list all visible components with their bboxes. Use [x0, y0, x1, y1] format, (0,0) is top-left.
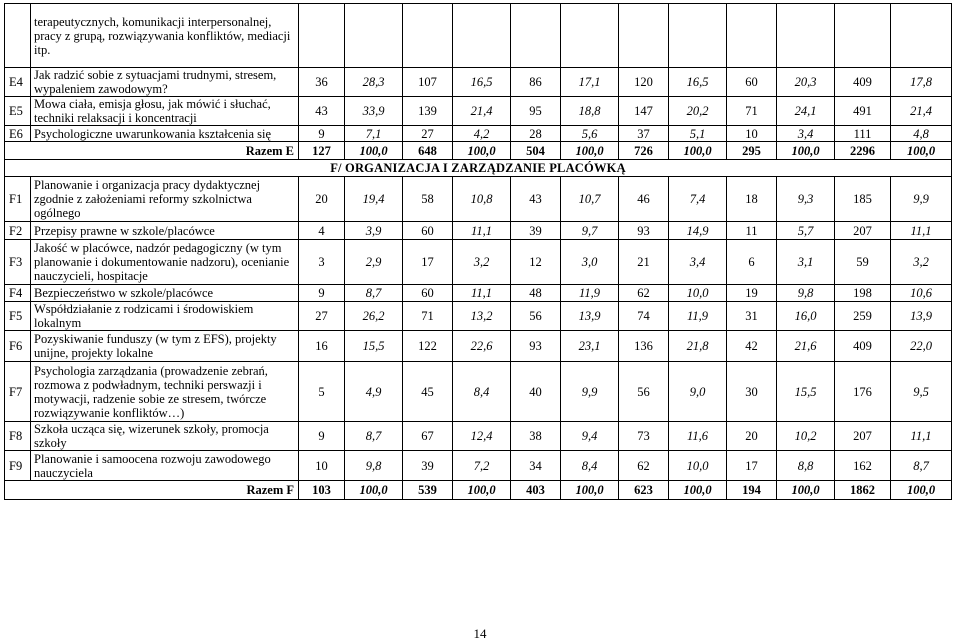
count-cell: 62: [619, 451, 669, 481]
percent-cell: 16,0: [777, 302, 835, 331]
page-number: 14: [473, 626, 487, 641]
percent-cell: 9,5: [891, 362, 952, 422]
count-cell: 28: [511, 126, 561, 142]
count-cell: 6: [727, 240, 777, 285]
count-cell: 17: [727, 451, 777, 481]
count-cell: 185: [835, 177, 891, 222]
percent-cell: 18,8: [561, 97, 619, 126]
count-cell: [511, 4, 561, 68]
percent-cell: [777, 4, 835, 68]
percent-cell: 9,3: [777, 177, 835, 222]
count-cell: 139: [403, 97, 453, 126]
table-row: [5, 362, 952, 422]
count-cell: 37: [619, 126, 669, 142]
row-description: Bezpieczeństwo w szkole/placówce: [31, 285, 299, 302]
count-cell: 10: [299, 451, 345, 481]
table-row: [5, 126, 952, 142]
count-cell: 107: [403, 68, 453, 97]
count-cell: 176: [835, 362, 891, 422]
percent-cell: 7,4: [669, 177, 727, 222]
total-percent-cell: 100,0: [561, 142, 619, 160]
count-cell: 40: [511, 362, 561, 422]
row-description: Mowa ciała, emisja głosu, jak mówić i słuchać, techniki relaksacji i koncentracji: [31, 97, 299, 126]
count-cell: 111: [835, 126, 891, 142]
percent-cell: 10,6: [891, 285, 952, 302]
row-code: F3: [5, 240, 31, 285]
row-code: E4: [5, 68, 31, 97]
total-count-cell: 103: [299, 481, 345, 500]
count-cell: 48: [511, 285, 561, 302]
percent-cell: 16,5: [669, 68, 727, 97]
row-code: F5: [5, 302, 31, 331]
total-count-cell: 295: [727, 142, 777, 160]
count-cell: 67: [403, 422, 453, 451]
row-description: Jakość w placówce, nadzór pedagogiczny (w tym planowanie i dokumentowanie nadzoru), ocenianie nauczycieli, hospitacje: [31, 240, 299, 285]
percent-cell: 20,3: [777, 68, 835, 97]
percent-cell: 28,3: [345, 68, 403, 97]
count-cell: 60: [727, 68, 777, 97]
row-description: Psychologiczne uwarunkowania kształcenia się: [31, 126, 299, 142]
count-cell: 43: [511, 177, 561, 222]
table-row: [5, 285, 952, 302]
count-cell: 46: [619, 177, 669, 222]
percent-cell: 5,1: [669, 126, 727, 142]
percent-cell: 9,8: [345, 451, 403, 481]
total-count-cell: 726: [619, 142, 669, 160]
percent-cell: 9,9: [891, 177, 952, 222]
count-cell: 259: [835, 302, 891, 331]
count-cell: 71: [727, 97, 777, 126]
count-cell: 19: [727, 285, 777, 302]
percent-cell: 11,1: [891, 422, 952, 451]
percent-cell: 24,1: [777, 97, 835, 126]
total-percent-cell: 100,0: [891, 142, 952, 160]
percent-cell: 17,1: [561, 68, 619, 97]
row-description: Szkoła ucząca się, wizerunek szkoły, promocja szkoły: [31, 422, 299, 451]
percent-cell: 15,5: [345, 331, 403, 362]
count-cell: 60: [403, 285, 453, 302]
total-row: [5, 481, 952, 500]
percent-cell: 10,0: [669, 285, 727, 302]
count-cell: 9: [299, 126, 345, 142]
percent-cell: 10,0: [669, 451, 727, 481]
count-cell: 36: [299, 68, 345, 97]
count-cell: 30: [727, 362, 777, 422]
count-cell: 409: [835, 331, 891, 362]
count-cell: 43: [299, 97, 345, 126]
row-description: Planowanie i samoocena rozwoju zawodowego nauczyciela: [31, 451, 299, 481]
total-percent-cell: 100,0: [453, 481, 511, 500]
count-cell: 27: [403, 126, 453, 142]
total-label: Razem F: [5, 481, 299, 500]
table-row: [5, 422, 952, 451]
row-code: F8: [5, 422, 31, 451]
count-cell: 4: [299, 222, 345, 240]
count-cell: 73: [619, 422, 669, 451]
percent-cell: 11,6: [669, 422, 727, 451]
table-body: [5, 4, 952, 500]
count-cell: 60: [403, 222, 453, 240]
percent-cell: 4,2: [453, 126, 511, 142]
percent-cell: 7,2: [453, 451, 511, 481]
total-count-cell: 403: [511, 481, 561, 500]
percent-cell: 8,8: [777, 451, 835, 481]
percent-cell: 12,4: [453, 422, 511, 451]
total-percent-cell: 100,0: [345, 481, 403, 500]
percent-cell: [345, 4, 403, 68]
percent-cell: 21,4: [453, 97, 511, 126]
count-cell: 71: [403, 302, 453, 331]
count-cell: 39: [403, 451, 453, 481]
total-percent-cell: 100,0: [561, 481, 619, 500]
percent-cell: 5,6: [561, 126, 619, 142]
percent-cell: 20,2: [669, 97, 727, 126]
count-cell: 42: [727, 331, 777, 362]
percent-cell: 8,7: [345, 422, 403, 451]
percent-cell: 10,2: [777, 422, 835, 451]
percent-cell: 16,5: [453, 68, 511, 97]
count-cell: 74: [619, 302, 669, 331]
section-header-row: [5, 160, 952, 177]
row-description: Planowanie i organizacja pracy dydaktycznej zgodnie z założeniami reformy szkolnictwa ogólnego: [31, 177, 299, 222]
count-cell: 39: [511, 222, 561, 240]
percent-cell: 13,9: [561, 302, 619, 331]
percent-cell: 26,2: [345, 302, 403, 331]
count-cell: 59: [835, 240, 891, 285]
total-count-cell: 504: [511, 142, 561, 160]
count-cell: 491: [835, 97, 891, 126]
row-description: Jak radzić sobie z sytuacjami trudnymi, stresem, wypaleniem zawodowym?: [31, 68, 299, 97]
percent-cell: 8,7: [891, 451, 952, 481]
total-count-cell: 623: [619, 481, 669, 500]
row-description: Przepisy prawne w szkole/placówce: [31, 222, 299, 240]
percent-cell: 21,4: [891, 97, 952, 126]
count-cell: 207: [835, 222, 891, 240]
count-cell: [727, 4, 777, 68]
percent-cell: 3,4: [777, 126, 835, 142]
table-row: [5, 240, 952, 285]
percent-cell: 15,5: [777, 362, 835, 422]
count-cell: 409: [835, 68, 891, 97]
percent-cell: 9,9: [561, 362, 619, 422]
count-cell: 56: [619, 362, 669, 422]
count-cell: [835, 4, 891, 68]
count-cell: 5: [299, 362, 345, 422]
total-percent-cell: 100,0: [777, 142, 835, 160]
percent-cell: 4,9: [345, 362, 403, 422]
row-code: F2: [5, 222, 31, 240]
total-percent-cell: 100,0: [669, 481, 727, 500]
count-cell: 31: [727, 302, 777, 331]
count-cell: 86: [511, 68, 561, 97]
section-title: F/ ORGANIZACJA I ZARZĄDZANIE PLACÓWKĄ: [5, 160, 952, 177]
count-cell: 9: [299, 285, 345, 302]
row-code: E5: [5, 97, 31, 126]
row-code: [5, 4, 31, 68]
table-row: [5, 177, 952, 222]
percent-cell: 17,8: [891, 68, 952, 97]
total-count-cell: 1862: [835, 481, 891, 500]
count-cell: [619, 4, 669, 68]
count-cell: 120: [619, 68, 669, 97]
percent-cell: 9,4: [561, 422, 619, 451]
total-percent-cell: 100,0: [669, 142, 727, 160]
row-description: Pozyskiwanie funduszy (w tym z EFS), projekty unijne, projekty lokalne: [31, 331, 299, 362]
count-cell: 21: [619, 240, 669, 285]
percent-cell: [669, 4, 727, 68]
percent-cell: 9,7: [561, 222, 619, 240]
row-code: F6: [5, 331, 31, 362]
total-percent-cell: 100,0: [345, 142, 403, 160]
count-cell: 34: [511, 451, 561, 481]
percent-cell: 3,4: [669, 240, 727, 285]
table-row: [5, 451, 952, 481]
percent-cell: 14,9: [669, 222, 727, 240]
count-cell: 58: [403, 177, 453, 222]
table-row: [5, 4, 952, 68]
total-label: Razem E: [5, 142, 299, 160]
count-cell: 147: [619, 97, 669, 126]
percent-cell: 3,9: [345, 222, 403, 240]
survey-table: [4, 3, 952, 500]
count-cell: 17: [403, 240, 453, 285]
count-cell: [403, 4, 453, 68]
count-cell: 95: [511, 97, 561, 126]
count-cell: 62: [619, 285, 669, 302]
row-code: F4: [5, 285, 31, 302]
percent-cell: 3,1: [777, 240, 835, 285]
percent-cell: [453, 4, 511, 68]
percent-cell: 19,4: [345, 177, 403, 222]
count-cell: 93: [511, 331, 561, 362]
percent-cell: [891, 4, 952, 68]
total-count-cell: 648: [403, 142, 453, 160]
table-row: [5, 331, 952, 362]
percent-cell: 13,9: [891, 302, 952, 331]
percent-cell: 22,6: [453, 331, 511, 362]
percent-cell: 11,9: [561, 285, 619, 302]
total-percent-cell: 100,0: [453, 142, 511, 160]
count-cell: 18: [727, 177, 777, 222]
percent-cell: 10,7: [561, 177, 619, 222]
percent-cell: 11,1: [453, 285, 511, 302]
percent-cell: 23,1: [561, 331, 619, 362]
percent-cell: 22,0: [891, 331, 952, 362]
total-count-cell: 127: [299, 142, 345, 160]
total-percent-cell: 100,0: [777, 481, 835, 500]
percent-cell: [561, 4, 619, 68]
count-cell: 11: [727, 222, 777, 240]
row-description: Psychologia zarządzania (prowadzenie zebrań, rozmowa z podwładnym, techniki perswazji i motywacji, radzenie sobie ze stresem, twórcze rozwiązywanie konfliktów…): [31, 362, 299, 422]
total-count-cell: 2296: [835, 142, 891, 160]
percent-cell: 11,9: [669, 302, 727, 331]
count-cell: 136: [619, 331, 669, 362]
table-row: [5, 302, 952, 331]
percent-cell: 2,9: [345, 240, 403, 285]
percent-cell: 8,4: [453, 362, 511, 422]
percent-cell: 3,0: [561, 240, 619, 285]
total-count-cell: 539: [403, 481, 453, 500]
total-row: [5, 142, 952, 160]
percent-cell: 33,9: [345, 97, 403, 126]
count-cell: 162: [835, 451, 891, 481]
percent-cell: 11,1: [891, 222, 952, 240]
percent-cell: 13,2: [453, 302, 511, 331]
total-percent-cell: 100,0: [891, 481, 952, 500]
count-cell: 10: [727, 126, 777, 142]
count-cell: 45: [403, 362, 453, 422]
percent-cell: 10,8: [453, 177, 511, 222]
row-description: Współdziałanie z rodzicami i środowiskiem lokalnym: [31, 302, 299, 331]
percent-cell: 3,2: [891, 240, 952, 285]
percent-cell: 21,8: [669, 331, 727, 362]
count-cell: 198: [835, 285, 891, 302]
row-code: F1: [5, 177, 31, 222]
row-code: F7: [5, 362, 31, 422]
count-cell: 93: [619, 222, 669, 240]
count-cell: 12: [511, 240, 561, 285]
count-cell: 20: [299, 177, 345, 222]
percent-cell: 9,0: [669, 362, 727, 422]
count-cell: 207: [835, 422, 891, 451]
total-count-cell: 194: [727, 481, 777, 500]
percent-cell: 8,7: [345, 285, 403, 302]
percent-cell: 21,6: [777, 331, 835, 362]
row-code: F9: [5, 451, 31, 481]
row-description: terapeutycznych, komunikacji interpersonalnej, pracy z grupą, rozwiązywania konfliktów, mediacji itp.: [31, 4, 299, 68]
percent-cell: 8,4: [561, 451, 619, 481]
count-cell: 16: [299, 331, 345, 362]
table-row: [5, 222, 952, 240]
count-cell: 38: [511, 422, 561, 451]
percent-cell: 3,2: [453, 240, 511, 285]
percent-cell: 7,1: [345, 126, 403, 142]
table-row: [5, 97, 952, 126]
count-cell: 122: [403, 331, 453, 362]
count-cell: [299, 4, 345, 68]
count-cell: 3: [299, 240, 345, 285]
count-cell: 20: [727, 422, 777, 451]
percent-cell: 4,8: [891, 126, 952, 142]
count-cell: 9: [299, 422, 345, 451]
count-cell: 27: [299, 302, 345, 331]
count-cell: 56: [511, 302, 561, 331]
percent-cell: 9,8: [777, 285, 835, 302]
percent-cell: 11,1: [453, 222, 511, 240]
table-row: [5, 68, 952, 97]
row-code: E6: [5, 126, 31, 142]
percent-cell: 5,7: [777, 222, 835, 240]
